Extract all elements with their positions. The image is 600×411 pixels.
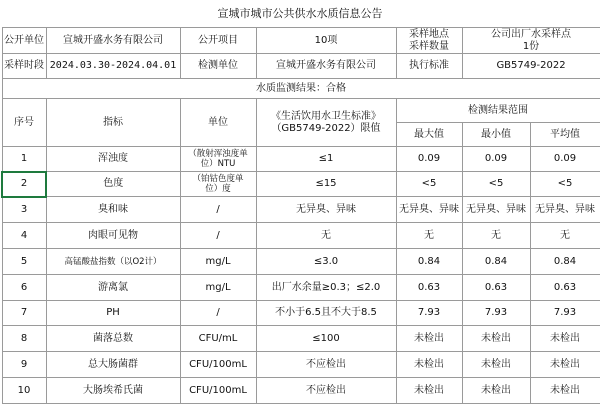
row-avg[interactable]: 无 bbox=[530, 223, 600, 249]
row-limit[interactable]: ≤100 bbox=[256, 326, 396, 352]
table-row bbox=[2, 301, 600, 326]
row-seq[interactable]: 1 bbox=[2, 147, 46, 172]
sample-point-value-line1: 公司出厂水采样点 bbox=[491, 28, 571, 40]
row-unit[interactable] bbox=[180, 147, 256, 172]
water-quality-table bbox=[1, 27, 600, 404]
row-max[interactable]: 无异臭、异味 bbox=[396, 197, 462, 223]
row-indicator[interactable]: 游离氯 bbox=[46, 275, 180, 301]
row-min[interactable]: 0.63 bbox=[462, 275, 530, 301]
row-seq[interactable]: 5 bbox=[2, 249, 46, 275]
row-limit[interactable]: ≤1 bbox=[256, 147, 396, 172]
header-limit-line1: 《生活饮用水卫生标准》 bbox=[271, 110, 381, 122]
unit-value[interactable]: 宣城开盛水务有限公司 bbox=[46, 28, 180, 54]
inspector-label[interactable]: 检测单位 bbox=[180, 54, 256, 79]
row-seq[interactable]: 4 bbox=[2, 223, 46, 249]
row-avg[interactable]: 7.93 bbox=[530, 301, 600, 326]
row-unit[interactable]: / bbox=[180, 197, 256, 223]
header-unit[interactable]: 单位 bbox=[180, 99, 256, 147]
row-unit-line2: 位）度 bbox=[205, 184, 231, 194]
row-avg[interactable]: 未检出 bbox=[530, 326, 600, 352]
row-indicator[interactable]: 浑浊度 bbox=[46, 147, 180, 172]
row-seq[interactable]: 7 bbox=[2, 301, 46, 326]
row-limit[interactable]: 无 bbox=[256, 223, 396, 249]
project-value[interactable]: 10项 bbox=[256, 28, 396, 54]
table-row bbox=[2, 147, 600, 172]
row-max[interactable]: 0.09 bbox=[396, 147, 462, 172]
table-row bbox=[2, 223, 600, 249]
row-unit[interactable]: mg/L bbox=[180, 275, 256, 301]
sample-point-value[interactable] bbox=[462, 28, 600, 54]
row-indicator[interactable]: 菌落总数 bbox=[46, 326, 180, 352]
header-row-1 bbox=[2, 99, 600, 123]
row-max[interactable]: <5 bbox=[396, 172, 462, 197]
row-indicator[interactable]: 肉眼可见物 bbox=[46, 223, 180, 249]
row-limit[interactable]: 无异臭、异味 bbox=[256, 197, 396, 223]
row-unit[interactable] bbox=[180, 172, 256, 197]
row-seq[interactable]: 3 bbox=[2, 197, 46, 223]
row-avg[interactable]: 无异臭、异味 bbox=[530, 197, 600, 223]
standard-label[interactable]: 执行标准 bbox=[396, 54, 462, 79]
row-indicator[interactable]: PH bbox=[46, 301, 180, 326]
row-seq[interactable]: 9 bbox=[2, 352, 46, 378]
sample-point-label[interactable] bbox=[396, 28, 462, 54]
header-min[interactable]: 最小值 bbox=[462, 123, 530, 147]
row-unit-line1: （铂钴色度单 bbox=[192, 174, 244, 184]
header-max[interactable]: 最大值 bbox=[396, 123, 462, 147]
row-indicator[interactable]: 高锰酸盐指数（以O2计） bbox=[46, 249, 180, 275]
row-min[interactable]: 7.93 bbox=[462, 301, 530, 326]
row-indicator[interactable]: 总大肠菌群 bbox=[46, 352, 180, 378]
row-seq[interactable]: 2 bbox=[2, 172, 46, 197]
row-limit[interactable]: ≤15 bbox=[256, 172, 396, 197]
row-min[interactable]: 未检出 bbox=[462, 326, 530, 352]
period-value[interactable]: 2024.03.30-2024.04.01 bbox=[46, 54, 180, 79]
row-min[interactable]: 无异臭、异味 bbox=[462, 197, 530, 223]
row-min[interactable]: 未检出 bbox=[462, 352, 530, 378]
unit-label[interactable]: 公开单位 bbox=[2, 28, 46, 54]
row-min[interactable]: 未检出 bbox=[462, 378, 530, 404]
row-unit[interactable]: / bbox=[180, 223, 256, 249]
row-seq[interactable]: 6 bbox=[2, 275, 46, 301]
row-indicator[interactable]: 色度 bbox=[46, 172, 180, 197]
project-label[interactable]: 公开项目 bbox=[180, 28, 256, 54]
row-avg[interactable]: 未检出 bbox=[530, 352, 600, 378]
row-unit[interactable]: mg/L bbox=[180, 249, 256, 275]
row-avg[interactable]: 0.63 bbox=[530, 275, 600, 301]
row-avg[interactable]: 0.09 bbox=[530, 147, 600, 172]
row-min[interactable]: 无 bbox=[462, 223, 530, 249]
table-row bbox=[2, 326, 600, 352]
header-results-range[interactable]: 检测结果范围 bbox=[396, 99, 600, 123]
row-unit[interactable]: CFU/100mL bbox=[180, 352, 256, 378]
row-avg[interactable]: 0.84 bbox=[530, 249, 600, 275]
header-limit-line2: （GB5749-2022）限值 bbox=[271, 122, 381, 134]
conclusion[interactable]: 水质监测结果：合格 bbox=[2, 79, 600, 99]
row-indicator[interactable]: 臭和味 bbox=[46, 197, 180, 223]
row-min[interactable]: 0.84 bbox=[462, 249, 530, 275]
page-title: 宣城市城市公共供水水质信息公告 bbox=[217, 7, 383, 20]
sample-point-value-line2: 1份 bbox=[522, 40, 540, 52]
row-seq[interactable]: 10 bbox=[2, 378, 46, 404]
row-max[interactable]: 未检出 bbox=[396, 378, 462, 404]
row-avg[interactable]: <5 bbox=[530, 172, 600, 197]
row-min[interactable]: 0.09 bbox=[462, 147, 530, 172]
table-row bbox=[2, 197, 600, 223]
standard-value[interactable]: GB5749-2022 bbox=[462, 54, 600, 79]
table-row bbox=[2, 378, 600, 404]
row-unit-line2: 位）NTU bbox=[200, 159, 236, 169]
table-row bbox=[2, 275, 600, 301]
row-limit[interactable]: 不小于6.5且不大于8.5 bbox=[256, 301, 396, 326]
table-row bbox=[2, 352, 600, 378]
row-max[interactable]: 未检出 bbox=[396, 326, 462, 352]
row-seq[interactable]: 8 bbox=[2, 326, 46, 352]
info-row-1 bbox=[2, 28, 600, 54]
row-limit[interactable]: ≤3.0 bbox=[256, 249, 396, 275]
info-row-2 bbox=[2, 54, 600, 79]
header-limit[interactable] bbox=[256, 99, 396, 147]
inspector-value[interactable]: 宣城开盛水务有限公司 bbox=[256, 54, 396, 79]
row-limit[interactable]: 出厂水余量≥0.3；≤2.0 bbox=[256, 275, 396, 301]
row-limit[interactable]: 不应检出 bbox=[256, 352, 396, 378]
row-unit[interactable]: / bbox=[180, 301, 256, 326]
row-min[interactable]: <5 bbox=[462, 172, 530, 197]
sample-point-label-line1: 采样地点 bbox=[409, 28, 449, 40]
row-max[interactable]: 未检出 bbox=[396, 352, 462, 378]
row-unit-line1: （散射浑浊度单 bbox=[188, 149, 248, 159]
table-row bbox=[2, 249, 600, 275]
row-limit[interactable]: 不应检出 bbox=[256, 378, 396, 404]
row-max[interactable]: 0.84 bbox=[396, 249, 462, 275]
row-indicator[interactable]: 大肠埃希氏菌 bbox=[46, 378, 180, 404]
row-max[interactable]: 7.93 bbox=[396, 301, 462, 326]
conclusion-row bbox=[2, 79, 600, 99]
period-label[interactable]: 采样时段 bbox=[2, 54, 46, 79]
header-indicator[interactable]: 指标 bbox=[46, 99, 180, 147]
row-unit[interactable]: CFU/mL bbox=[180, 326, 256, 352]
table-row bbox=[2, 172, 600, 197]
row-avg[interactable]: 未检出 bbox=[530, 378, 600, 404]
row-max[interactable]: 0.63 bbox=[396, 275, 462, 301]
header-avg[interactable]: 平均值 bbox=[530, 123, 600, 147]
row-unit[interactable]: CFU/100mL bbox=[180, 378, 256, 404]
row-max[interactable]: 无 bbox=[396, 223, 462, 249]
header-seq[interactable]: 序号 bbox=[2, 99, 46, 147]
sample-point-label-line2: 采样数量 bbox=[409, 40, 449, 52]
